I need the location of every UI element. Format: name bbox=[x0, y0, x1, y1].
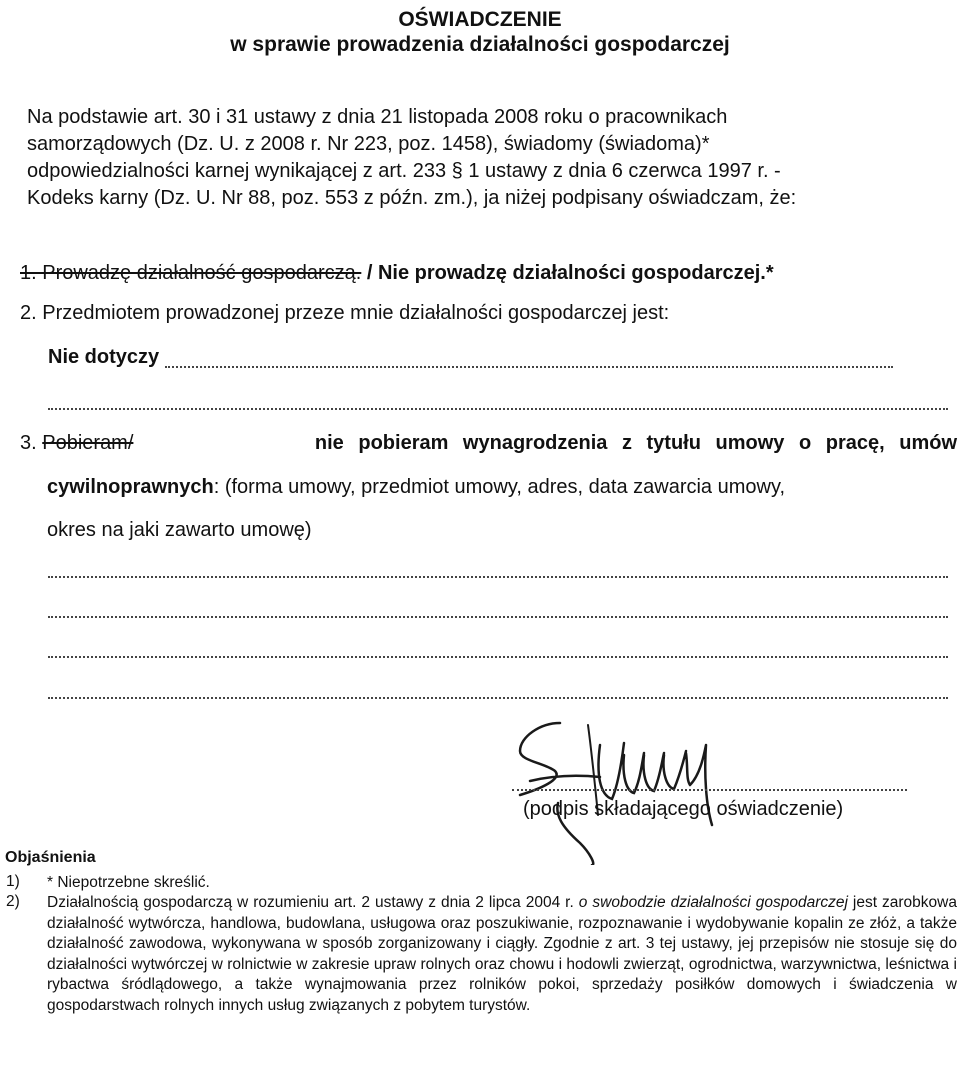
intro-line: samorządowych (Dz. U. z 2008 r. Nr 223, poz. 1458), świadomy (świadoma)* bbox=[27, 133, 710, 155]
notes-heading: Objaśnienia bbox=[5, 849, 96, 866]
item-1-struck-option: 1. Prowadzę działalność gospodarczą. bbox=[20, 262, 362, 284]
item-1 bbox=[20, 262, 774, 285]
signature-dotted-line bbox=[512, 789, 907, 791]
item-3-struck-option: Pobieram/ bbox=[42, 432, 134, 454]
answer-dotted-line bbox=[48, 408, 948, 410]
item-3-bold-term: cywilnoprawnych bbox=[47, 476, 214, 498]
note-1-number: 1) bbox=[6, 873, 20, 890]
note-2-part-a: Działalnością gospodarczą w rozumieniu art. 2 ustawy z dnia 2 lipca 2004 r. bbox=[47, 894, 574, 911]
intro-line: Kodeks karny (Dz. U. Nr 88, poz. 553 z późn. zm.), ja niżej podpisany oświadczam, że: bbox=[27, 187, 797, 209]
note-2-text bbox=[47, 893, 957, 1016]
item-3-number: 3. bbox=[20, 432, 37, 454]
item-3-line-1 bbox=[20, 432, 957, 455]
item-3-selected-option: nie pobieram wynagrodzenia z tytułu umowy o pracę, umów bbox=[314, 432, 957, 454]
note-2-number: 2) bbox=[6, 893, 20, 910]
answer-dotted-line bbox=[165, 366, 893, 368]
item-2-question: 2. Przedmiotem prowadzonej przeze mnie działalności gospodarczej jest: bbox=[20, 302, 670, 324]
document-subtitle: w sprawie prowadzenia działalności gospodarczej bbox=[230, 33, 730, 56]
contract-dotted-line bbox=[48, 656, 948, 658]
item-3-line-2 bbox=[47, 476, 785, 499]
intro-line: odpowiedzialności karnej wynikającej z art. 233 § 1 ustawy z dnia 6 czerwca 1997 r. - bbox=[27, 160, 781, 182]
item-3-description: : (forma umowy, przedmiot umowy, adres, data zawarcia umowy, bbox=[213, 476, 786, 498]
intro-paragraph bbox=[27, 104, 957, 212]
contract-dotted-line bbox=[48, 576, 948, 578]
note-1-text: * Niepotrzebne skreślić. bbox=[47, 874, 210, 891]
note-2-part-b: jest zarobkowa działalność wytwórcza, handlowa, budowlana, usługowa oraz poszukiwanie, rozpoznawanie i wydobywanie kopalin ze złóż, a także działalność zawodowa, wykonywana w sposób zorganizowany i ciągły. Zgodnie z art. 3 tej ustawy, jej przepisów nie stosuje się do działalności wytwórczej w rolnictwie w zakresie upraw rolnych oraz chowu i hodowli zwierząt, ogrodnictwa, warzywnictwa, leśnictwa i rybactwa śródlądowego, a także wynajmowania przez rolników pokoi, sprzedaży posiłków domowych i świadczenia w gospodarstwach rolnych innych usług związanych z pobytem turystów. bbox=[47, 894, 957, 1014]
document-title: OŚWIADCZENIE bbox=[398, 8, 562, 31]
item-1-selected-option: / Nie prowadzę działalności gospodarczej.* bbox=[361, 262, 774, 284]
note-2-act-title: o swobodzie działalności gospodarczej bbox=[578, 894, 848, 911]
item-2-answer: Nie dotyczy bbox=[48, 346, 160, 368]
contract-dotted-line bbox=[48, 697, 948, 699]
signature-label: (podpis składającego oświadczenie) bbox=[523, 798, 844, 820]
item-3-line-3: okres na jaki zawarto umowę) bbox=[47, 519, 312, 541]
intro-line: Na podstawie art. 30 i 31 ustawy z dnia 21 listopada 2008 roku o pracownikach bbox=[27, 106, 728, 128]
contract-dotted-line bbox=[48, 616, 948, 618]
